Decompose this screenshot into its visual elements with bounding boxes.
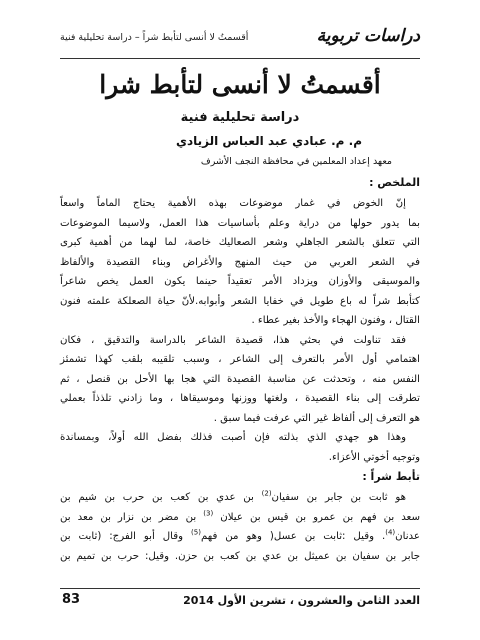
abstract-line: في الشعر العربي من حيث المنهج والأغراض وبناء القصيدة والألفاظ (60, 256, 420, 268)
section-heading: تأبط شراً : (362, 470, 420, 483)
journal-logo: دراسات تربوية (316, 26, 420, 46)
abstract-line: تطرقت إلى بناء القصيدة ، ولغتها ووزنها وموسيقاها ، وما زادني تلذذاً بعملي (60, 393, 420, 404)
abstract-line: هو التعرف إلى ألفاظ غير التي عرفت فيما سبق . (213, 412, 420, 424)
abstract-line: اهتمامي أول الأمر بالتعرف إلى الشاعر ، وسبب تلقيبه بلقب كهذا تشمئز (60, 354, 420, 365)
header-rule (60, 58, 420, 59)
issue-info: العدد الثامن والعشرون ، تشرين الأول 2014 (183, 594, 420, 607)
article-title: أقسمتُ لا أنسى لتأبط شرا (99, 70, 381, 99)
abstract-line: بما يدور حولها من دراية وعلم بأساسيات هذا العمل، ولاسيما الموضوعات (60, 217, 420, 229)
bio-line: عدنان$^{(4)}$. وقيل :ثابت بن عسل( وهو من فهم$^{(5)}$ وقال أبو الفرج: (ثابت بن (60, 528, 420, 542)
bio-line: هو ثابت بن جابر بن سفيان$^{(2)}$ بن عدي بن كعب بن حرب بن شيم بن (60, 489, 407, 503)
abstract-heading: الملخص : (369, 176, 420, 189)
abstract-line: كتأبط شراً له باع طويل في خفايا الشعر وأبوابه.لأنّ حياة الصعلكة علمته فنون (60, 295, 420, 307)
abstract-line: إنّ الخوض في غمار موضوعات بهذه الأهمية يحتاج الماماً واسعاً (60, 198, 406, 209)
abstract-line: والموسيقى والأوزان ويزداد الأمر تعقيداً حينما يكون العمل يخص شاعراً (60, 276, 420, 287)
page-header (60, 24, 420, 54)
footer-rule (60, 588, 420, 589)
page-number: 83 (62, 592, 81, 607)
abstract-line: التي تتعلق بالشعر الجاهلي وشعر الصعاليك خاصة، لما لهما من أهمية كبرى (60, 237, 420, 248)
bio-line: سعد بن فهم بن عمرو بن قيس بن عيلان $^{(3)}$ بن مضر بن نزار بن معد بن (60, 509, 420, 523)
abstract-body (60, 194, 420, 467)
author-affiliation: معهد إعداد المعلمين في محافظة النجف الأشرف (200, 156, 392, 167)
abstract-line: فقد تناولت في بحثي هذا، قصيدة الشاعر بالدراسة والتدقيق ، فكان (60, 334, 406, 346)
biography-body (60, 488, 420, 566)
article-subtitle: دراسة تحليلية فنية (180, 110, 300, 125)
abstract-line: وهذا هو جهدي الذي بذلته فإن أصبت فذلك بفضل الله أولاً، وبمساندة (60, 432, 406, 443)
running-title: أقسمتُ لا أنسى لتأبط شراً – دراسة تحليلية فنية (60, 32, 249, 43)
author-name: م. م. عبادي عبد العباس الزيادي (176, 134, 362, 148)
abstract-line: القتال ، وفنون الهجاء والأخذ بغير عطاء . (251, 315, 420, 326)
abstract-line: النفس منه ، وتحدثت عن مناسبة القصيدة التي هجا بها الأحل بن قنصل ، ثم (60, 373, 420, 385)
bio-line: جابر بن سفيان بن عميثل بن عدي بن كعب بن حزن. وقيل: حرب بن تميم بن (60, 550, 420, 562)
abstract-line: وتوجيه أخوتي الأعزاء. (328, 451, 420, 463)
